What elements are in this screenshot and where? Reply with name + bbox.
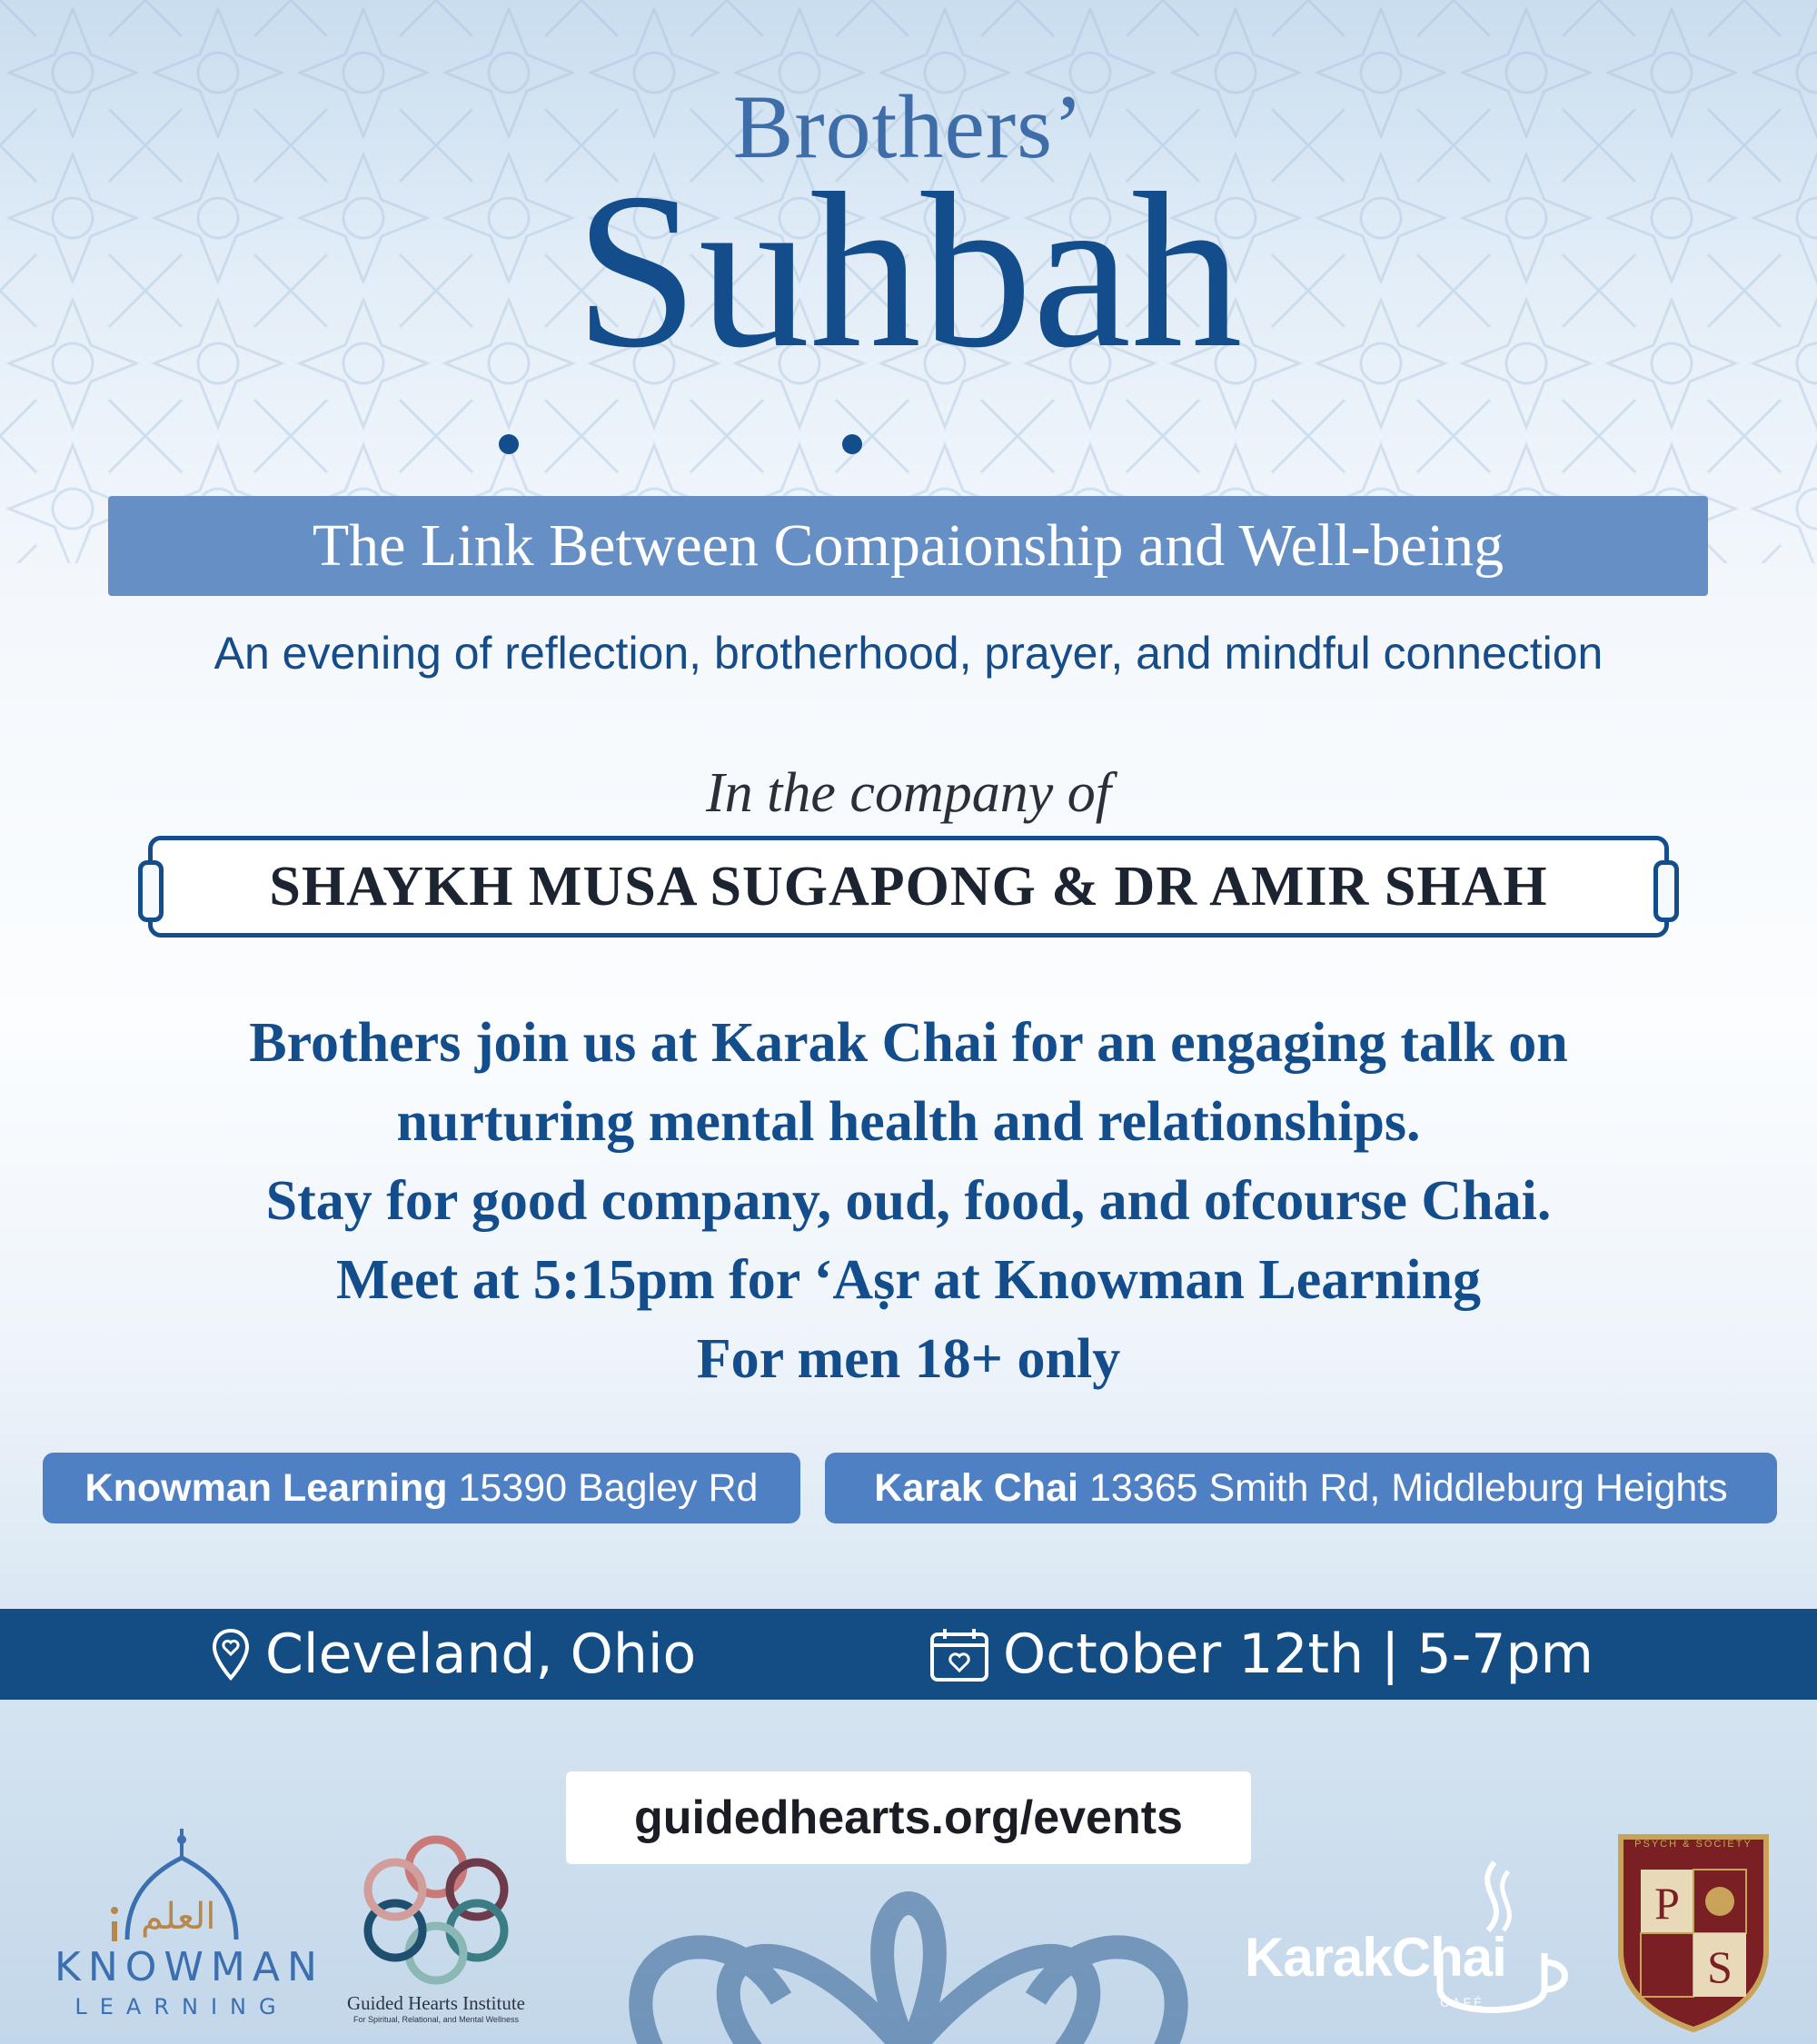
- description-line: For men 18+ only: [696, 1328, 1121, 1390]
- karak-name: KarakChai: [1245, 1927, 1506, 1988]
- calendar-heart-icon: [928, 1625, 990, 1683]
- description-line: Stay for good company, oud, food, and ofcourse Chai.: [265, 1170, 1552, 1232]
- guided-hearts-logo: [327, 1817, 545, 2035]
- venue-address: 13365 Smith Rd, Middleburg Heights: [1088, 1465, 1728, 1510]
- description-line: nurturing mental health and relationships.: [396, 1091, 1421, 1153]
- karak-sub: CAFÉ: [1440, 1995, 1485, 2009]
- ghi-name: Guided Hearts Institute: [347, 1992, 525, 2014]
- speakers-names: SHAYKH MUSA SUGAPONG & DR AMIR SHAH: [269, 855, 1548, 918]
- title-dot-right: [842, 434, 862, 454]
- psych-name: PSYCH & SOCIETY: [1634, 1839, 1752, 1850]
- date-info: [928, 1609, 1594, 1700]
- events-url-link[interactable]: guidedhearts.org/events: [566, 1771, 1251, 1864]
- date-text: October 12th | 5-7pm: [1003, 1622, 1594, 1686]
- psych-letter-s: S: [1707, 1941, 1733, 1992]
- description-line: Meet at 5:15pm for ‘Aṣr at Knowman Learning: [336, 1249, 1481, 1311]
- psych-letter-p: P: [1654, 1878, 1680, 1929]
- subtitle-text: The Link Between Compaionship and Well-being: [312, 512, 1504, 579]
- psych-society-logo: [1613, 1824, 1773, 2033]
- ghi-sub: For Spiritual, Relational, and Mental Wellness: [353, 2015, 519, 2024]
- knowman-sub: LEARNING: [74, 1994, 289, 2019]
- venue-name: Knowman Learning: [84, 1465, 448, 1510]
- company-intro: In the company of: [706, 762, 1111, 824]
- speakers-frame: [148, 836, 1669, 938]
- knowman-name: KNOWMAN: [55, 1944, 324, 1990]
- title-suhbah: Suhbah: [574, 147, 1243, 393]
- shield-crest-icon: [1613, 1824, 1773, 2033]
- knowman-arabic: العلم: [141, 1896, 216, 1938]
- knowman-learning-logo: [55, 1821, 324, 2030]
- tagline: An evening of reflection, brotherhood, prayer, and mindful connection: [213, 628, 1604, 679]
- venue-pill-karak: [825, 1453, 1777, 1523]
- karak-chai-logo: [1245, 1853, 1590, 2035]
- subtitle-band: [108, 496, 1708, 596]
- event-description: [0, 1004, 1817, 1399]
- title-dot-left: [499, 434, 519, 454]
- location-text: Cleveland, Ohio: [265, 1622, 697, 1686]
- description-line: Brothers join us at Karak Chai for an engaging talk on: [249, 1012, 1568, 1074]
- info-bar: [0, 1609, 1817, 1700]
- venue-address: 15390 Bagley Rd: [458, 1465, 759, 1510]
- venue-name: Karak Chai: [874, 1465, 1078, 1510]
- location-info: [209, 1609, 696, 1700]
- venue-pill-knowman: [43, 1453, 800, 1523]
- heart-knot-icon: [327, 1817, 545, 1989]
- map-pin-icon: [209, 1627, 253, 1682]
- title-brothers: Brothers’: [732, 76, 1085, 177]
